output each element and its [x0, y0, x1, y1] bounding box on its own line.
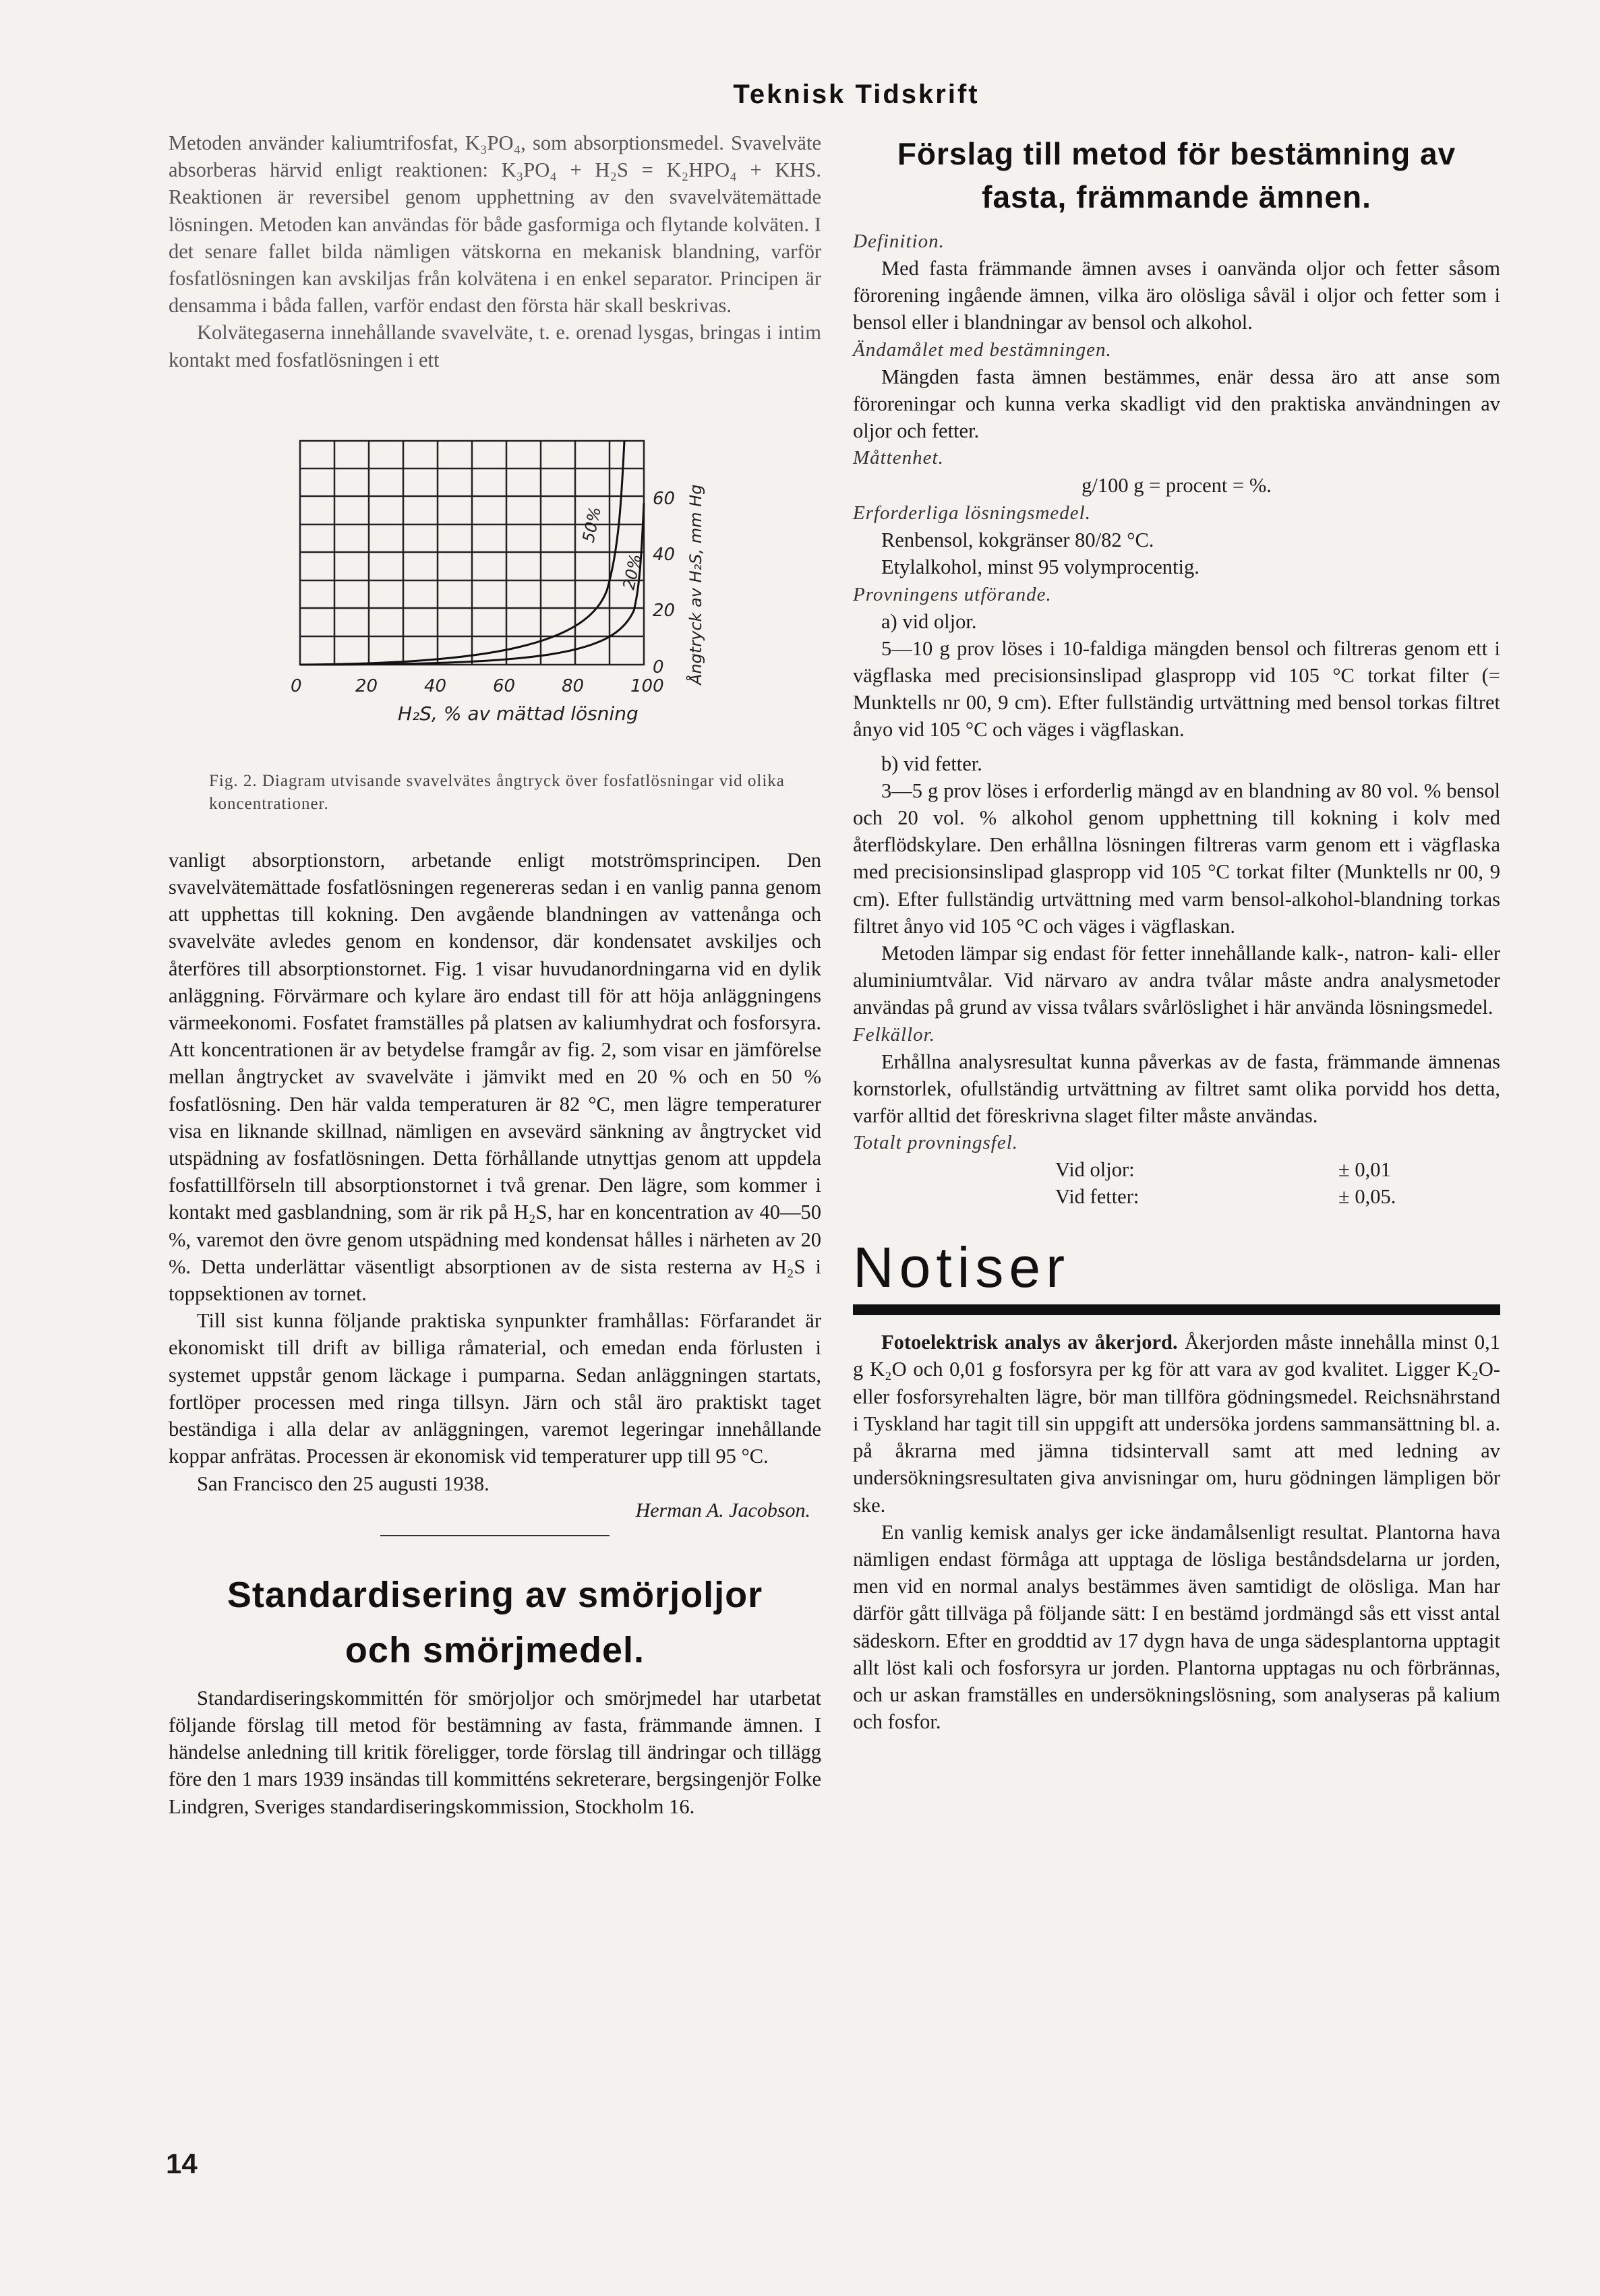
signature-name: Herman A. Jacobson. [635, 1499, 810, 1521]
vapor-pressure-diagram [169, 388, 821, 725]
y-tick-label: 60 [653, 488, 676, 509]
x-tick-label: 0 [291, 675, 302, 696]
notice-paragraph-1 [853, 1329, 1500, 1518]
solvent-2: Etylalkohol, minst 95 volymprocentig. [881, 555, 1199, 579]
notiser-rule [853, 1304, 1500, 1315]
notiser-heading: Notiser [853, 1236, 1071, 1300]
running-head: Teknisk Tidskrift [733, 80, 980, 109]
soap-text: Metoden lämpar sig endast för fetter innehållande kalk-, natron- kali- eller aluminiumtvålar. Vid närvaro av andra tvålar måste andra analysmetoder användas på grund av vissa tvålars svårlöslighet i här använda lösningsmedel. [853, 942, 1500, 1019]
solvent-1: Renbensol, kokgränser 80/82 °C. [881, 528, 1154, 552]
definition-head: Definition. [853, 231, 945, 252]
figure-2 [169, 388, 821, 766]
errors-head: Felkällor. [853, 1023, 935, 1046]
error-value-fats: ± 0,05. [1338, 1185, 1396, 1209]
figure-caption: Fig. 2. Diagram utvisande svavelvätes ångtryck över fosfatlösningar vid olika koncentrationer. [209, 771, 785, 813]
errors-text: Erhållna analysresultat kunna påverkas av de fasta, främmande ämnenas kornstorlek, ofullständig urtvättning av filtret samt olika porvidd hos detta, varför alltid det föreskrivna slaget filter måste användas. [853, 1050, 1500, 1128]
x-tick-label: 60 [493, 675, 516, 696]
fat-head: b) vid fetter. [881, 752, 982, 775]
oil-head: a) vid oljor. [881, 609, 977, 633]
signature-place: San Francisco den 25 augusti 1938. [197, 1472, 490, 1495]
notice-paragraph-1-text: Åkerjorden måste innehålla minst 0,1 g K₂O och 0,01 g fosforsyra per kg för att vara av god kvalitet. Ligger K₂O- eller fosforsyrehalten lägre, bör man tillföra gödningsmedel. Reichsnährstand i Tyskland har tagit till sin uppgift att undersöka jordens sammansättning bl. a. på åkrarna med jämna tidsintervall samt att med ledning av undersökningsresultaten giva anvisningar om, huru gödningen lämpligen bör ske. [853, 1331, 1500, 1517]
solvents-head: Erforderliga lösningsmedel. [853, 502, 1091, 524]
body-paragraph-2: Till sist kunna följande praktiska synpunkter framhållas: Förfarandet är ekonomiskt till drift av billiga råmaterial, och emedan enda förlusten i systemet uppstår genom läckage i pumparna. Sedan anläggningen startats, fortlöper processen med ringa tillsyn. Järn och stål äro praktiskt taget beständiga i alla delar av anläggningen, varemot legeringar innehållande koppar anfrätas. Processen är ekonomisk vid temperaturer upp till 95 °C. [169, 1309, 821, 1468]
error-label-fats: Vid fetter: [1055, 1185, 1139, 1209]
page-number: 14 [166, 2148, 198, 2179]
x-tick-label: 80 [562, 675, 585, 696]
left-column [169, 129, 821, 1820]
definition-text: Med fasta främmande ämnen avses i oanvända oljor och fetter såsom förorening ingående ämnen, vilka äro olösliga såväl i oljor och fetter som i bensol eller i blandningar av bensol och alkohol. [853, 257, 1500, 334]
x-axis-label: H₂S, % av mättad lösning [398, 702, 639, 725]
procedure-head: Provningens utförande. [853, 583, 1052, 605]
diagram-grid [300, 441, 644, 665]
curve-label-50: 50% [579, 505, 605, 545]
notice-title: Fotoelektrisk analys av åkerjord. [881, 1331, 1178, 1354]
y-axis-label: Ångtryck av H₂S, mm Hg [686, 484, 705, 685]
y-tick-label: 40 [653, 544, 676, 565]
standard-heading-line-1: Standardisering av smörjoljor [227, 1574, 763, 1615]
notice-paragraph-2: En vanlig kemisk analys ger icke ändamålsenligt resultat. Plantorna hava nämligen endast förmåga att upptaga de lösliga beståndsdelarna ur jorden, men vid en normal analys bestämmes även samtidigt de olösliga. Man har därför gått tillväga på följande sätt: I en bestämd jordmängd sås ett visst antal sädeskorn. Efter en groddtid av 17 dygn hava de unga sädesplantorna upptagit allt löst kali och fosforsyra ur jorden. Plantorna upptagas nu och förbrännas, och ur askan framställes en undersökningslösning, som analyseras på kalium och fosfor. [853, 1520, 1500, 1734]
right-column [853, 132, 1500, 1735]
intro-paragraph-1: Metoden använder kaliumtrifosfat, K₃PO₄, som absorptionsmedel. Svavelväte absorberas härvid enligt reaktionen: K₃PO₄ + H₂S = K₂HPO₄ + KHS. Reaktionen är reversibel genom upphettning av den svavelvätemättade lösningen. Metoden kan användas för både gasformiga och flytande kolväten. I det senare fallet bilda nämligen vätskorna en mekanisk blandning, varför fosfatlösningen kan avskiljas från kolvätena i en enkel separator. Principen är densamma i båda fallen, varför endast den första här skall beskrivas. [169, 131, 821, 318]
intro-paragraph-2: Kolvätegaserna innehållande svavelväte, t. e. orenad lysgas, bringas i intim kontakt med fosfatlösningen i ett [169, 321, 821, 371]
curve-label-20: 20% [619, 552, 645, 592]
x-tick-label: 20 [355, 675, 378, 696]
total-error-head: Totalt provningsfel. [853, 1132, 1019, 1154]
body-paragraph-1: vanligt absorptionstorn, arbetande enligt motströmsprincipen. Den svavelvätemättade fosfatlösningen regenereras sedan i en vanlig panna genom att upphettas till kokning. Den avgående blandningen av vattenånga och svavelväte avledes genom en kondensor, där kondensatet avskiljes och återföres till absorptionstornet. Fig. 1 visar huvudanordningarna vid en dylik anläggning. Förvärmare och kylare äro endast till för att höja anläggningens värmeekonomi. Fosfatet framställes på platsen av kaliumhydrat och fosforsyra. Att koncentrationen är av betydelse framgår av fig. 2, som visar en jämförelse mellan ångtrycket av svavelväte i jämvikt med en 20 % och en 50 % fosfatlösning. Den här valda temperaturen är 82 °C, men lägre temperaturer visa en liknande skillnad, nämligen en avsevärd sänkning av ångtrycket vid utspädning av fosfatlösningen. Detta förhållande utnyttjas genom att uppdela fosfattillförseln till absorptionstornet i två grenar. Den lägre, som kommer i kontakt med gasblandning, som är rik på H₂S, har en koncentration av 40—50 %, varemot den övre genom utspädning med kondensat hålles i närheten av 20 %. Detta underlättar väsentligt absorptionen av de sista resterna av H₂S i toppsektionen av tornet. [169, 848, 821, 1306]
error-label-oils: Vid oljor: [1055, 1158, 1135, 1182]
unit-head: Måttenhet. [853, 447, 944, 469]
unit-formula: g/100 g = procent = %. [1082, 474, 1272, 497]
standard-paragraph: Standardiseringskommittén för smörjoljor och smörjmedel har utarbetat följande förslag till metod för bestämning av fasta, främmande ämnen. I händelse anledning till kritik föreligger, torde förslag till ändringar och tillägg före den 1 mars 1939 insändas till kommitténs sekreterare, bergsingenjör Folke Lindgren, Sveriges standardiseringskommission, Stockholm 16. [169, 1686, 821, 1818]
error-value-oils: ± 0,01 [1338, 1158, 1391, 1182]
proposal-heading-line-1: Förslag till metod för bestämning av [897, 136, 1456, 171]
standard-heading-line-2: och smörjmedel. [345, 1629, 645, 1670]
x-tick-label: 100 [630, 675, 664, 696]
error-table [1055, 1156, 1500, 1210]
x-tick-label: 40 [424, 675, 447, 696]
purpose-head: Ändamålet med bestämningen. [853, 338, 1112, 361]
oil-text: 5—10 g prov löses i 10-faldiga mängden bensol och filtreras genom ett i vägflaska med precisionsinslipad glaspropp vid 105 °C torkat filter (= Munktells nr 00, 9 cm). Efter fullständig urtvättning med bensol torkas filtret ånyo vid 105 °C och väges i vägflaskan. [853, 636, 1500, 742]
signature-block [169, 1470, 821, 1524]
proposal-heading-line-2: fasta, främmande ämnen. [982, 179, 1371, 214]
y-tick-label: 20 [653, 600, 676, 621]
purpose-text: Mängden fasta ämnen bestämmes, enär dessa äro att anse som föroreningar och kunna verka skadligt vid den praktiska användningen av oljor och fetter. [853, 365, 1500, 443]
fat-text: 3—5 g prov löses i erforderlig mängd av en blandning av 80 vol. % bensol och 20 vol. % alkohol genom upphettning till kokning i kolv med återflödskylare. Den erhållna lösningen filtreras varm genom ett i vägflaska med precisionsinslipad glaspropp vid 105 °C torkat filter (Munktells nr 00, 9 cm). Efter fullständig urtvättning med varm bensol-alkohol-blandning torkas filtret ånyo vid 105 °C och väges i vägflaskan. [853, 779, 1500, 938]
y-tick-label: 0 [653, 657, 664, 677]
